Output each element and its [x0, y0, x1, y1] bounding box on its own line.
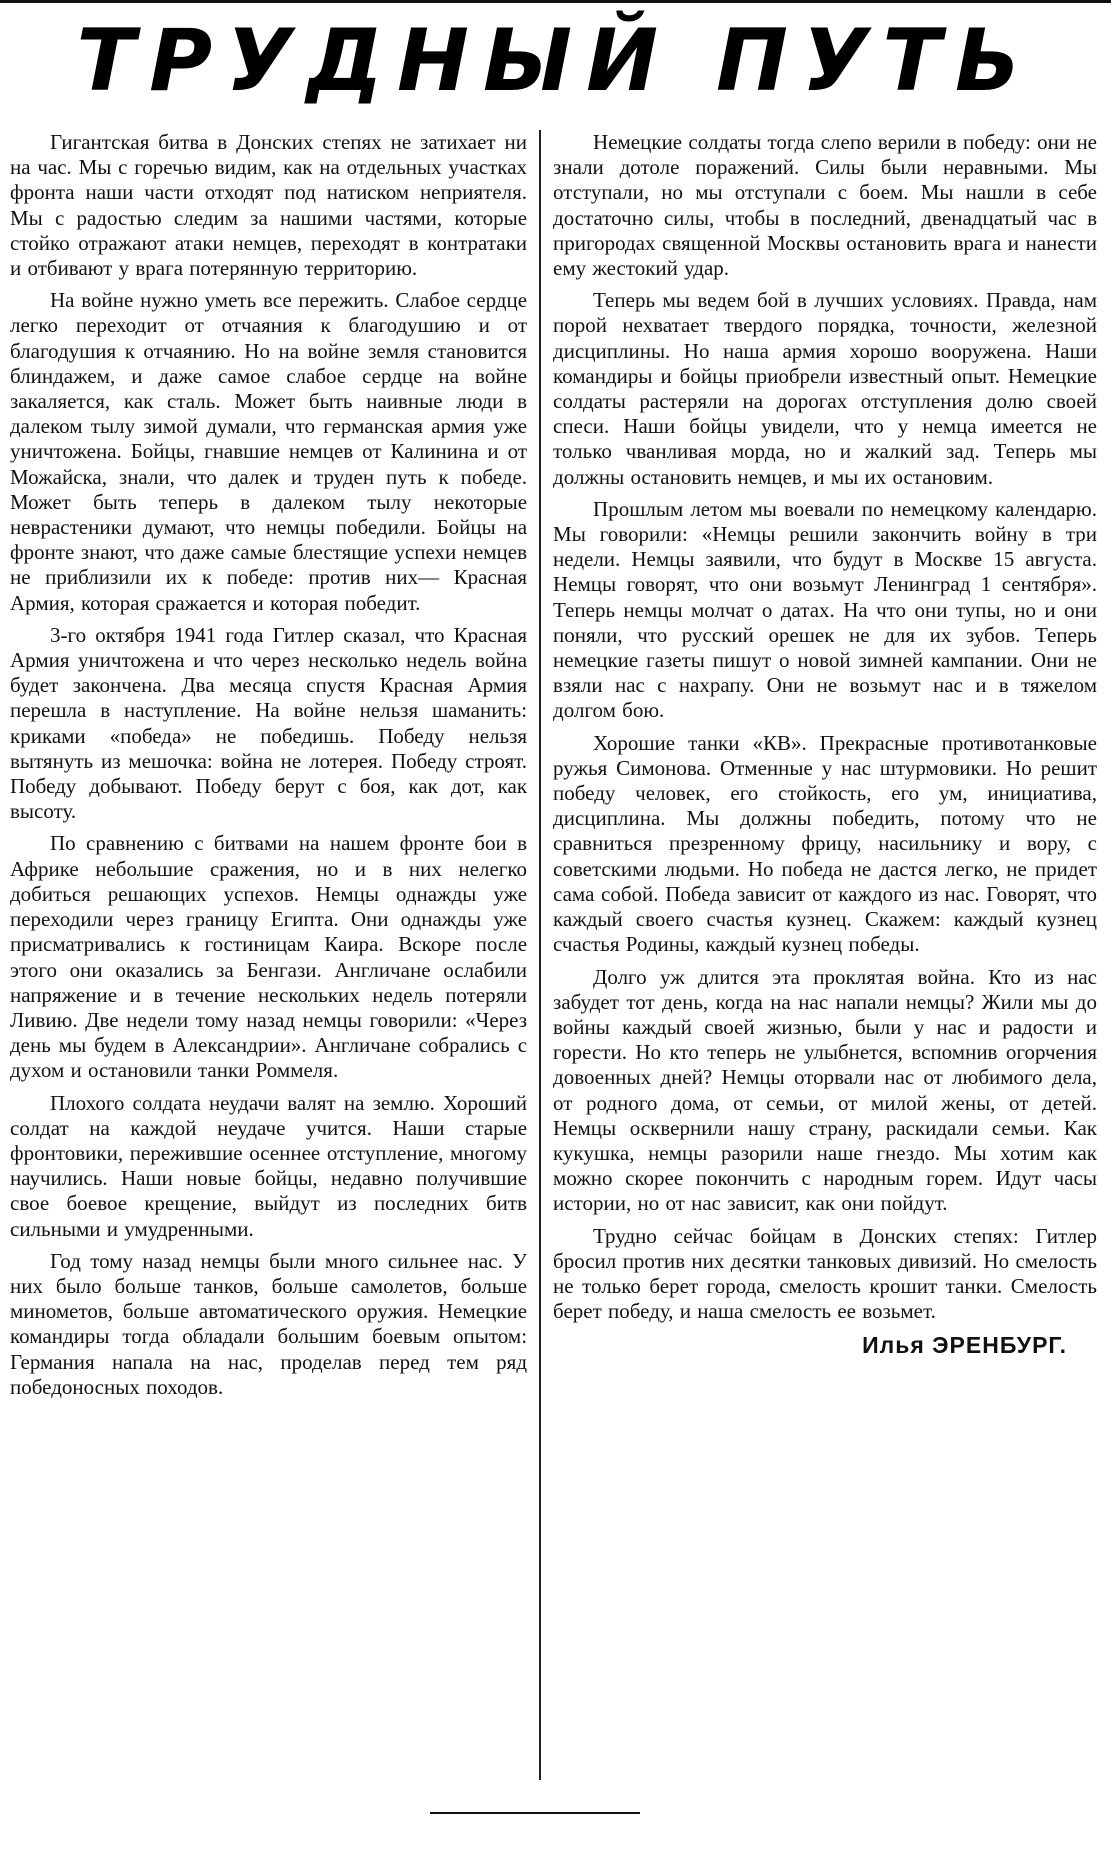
- paragraph: На войне нужно уметь все пережить. Слабое сердце легко переходит от отчаяния к благодушию и от благодушия к отчаянию. Но на войне земля становится блиндажем, и даже самое слабое сердце на войне закаляется, как сталь. Может быть наивные люди в далеком тылу зимой думали, что германская армия уже уничтожена. Бойцы, гнавшие немцев от Калинина и от Можайска, знали, что далек и труден путь к победе. Может быть теперь в далеком тылу некоторые неврастеники думают, что немцы победили. Бойцы на фронте знают, что даже самые блестящие успехи немцев не приблизили их к победе: против них— Красная Армия, которая сражается и которая победит.: [10, 288, 528, 615]
- author-signature: Илья ЭРЕНБУРГ.: [862, 1332, 1067, 1359]
- paragraph: Год тому назад немцы были много сильнее нас. У них было больше танков, больше самолетов, больше минометов, больше автоматического оружия. Немецкие командиры тогда обладали большим боевым опытом: Германия напала на нас, проделав перед тем ряд победоносных походов.: [10, 1248, 528, 1399]
- paragraph: Немецкие солдаты тогда слепо верили в победу: они не знали дотоле поражений. Силы были неравными. Мы отступали, но мы отступали с боем. Мы нашли в себе достаточно силы, чтобы в последний, двенадцатый час в пригородах священной Москвы остановить врага и нанести ему жестокий удар.: [553, 130, 1097, 281]
- paragraph: Хорошие танки «КВ». Прекрасные противотанковые ружья Симонова. Отменные у нас штурмовики. Но решит победу человек, его стойкость, его ум, инициатива, дисциплина. Мы должны победить, потому что не сравниться презренному фрицу, насильнику и вору, с советскими людьми. Но победа не дастся легко, не придет сама собой. Победа зависит от каждого из нас. Говорят, что каждый своего счастья кузнец. Скажем: каждый кузнец счастья Родины, каждый кузнец победы.: [553, 730, 1097, 957]
- paragraph: По сравнению с битвами на нашем фронте бои в Африке небольшие сражения, но и в них нелегко добиться решающих успехов. Немцы однажды уже переходили через границу Египта. Они однажды уже присматривались к гостиницам Каира. Вскоре после этого они оказались за Бенгази. Англичане ослабили напряжение и в течение нескольких недель потеряли Ливию. Две недели тому назад немцы говорили: «Через день мы будем в Александрии». Англичане собрались с духом и остановили танки Роммеля.: [10, 831, 528, 1083]
- paragraph: Долго уж длится эта проклятая война. Кто из нас забудет тот день, когда на нас напали немцы? Жили мы до войны каждый своей жизнью, были у нас и радости и горести. Но кто теперь не улыбнется, вспомнив огорчения довоенных дней? Немцы оторвали нас от любимого дела, от родного дома, от семьи, от милой жены, от детей. Немцы осквернили нашу страну, раскидали семьи. Как кукушка, немцы разорили наше гнездо. Мы хотим как можно скорее покончить с народным горем. Идут часы истории, но от нас зависит, как они пойдут.: [553, 964, 1097, 1216]
- paragraph: Прошлым летом мы воевали по немецкому календарю. Мы говорили: «Немцы решили закончить войну в три недели. Немцы заявили, что будут в Москве 15 августа. Немцы говорят, что они возьмут Ленинград 1 сентября». Теперь немцы молчат о датах. На что они тупы, но и они поняли, что русский орешек не для их зубов. Теперь немецкие газеты пишут о новой зимней кампании. Они не взяли нас с нахрапу. Они не возьмут нас и в тяжелом долгом бою.: [553, 496, 1097, 723]
- bottom-rule: [430, 1812, 640, 1814]
- paragraph: Трудно сейчас бойцам в Донских степях: Гитлер бросил против них десятки танковых дивизий. Но смелость не только берет города, смелость крошит танки. Смелость берет победу, и наша смелость ее возьмет.: [553, 1223, 1097, 1324]
- top-rule: [0, 0, 1111, 3]
- right-column: [541, 130, 1097, 1780]
- paragraph: Теперь мы ведем бой в лучших условиях. Правда, нам порой нехватает твердого порядка, точности, железной дисциплины. Но наша армия хорошо вооружена. Наши командиры и бойцы приобрели известный опыт. Немецкие солдаты растеряли на дорогах отступления долю своей спеси. Наши бойцы увидели, что у немца имеется не только чванливая морда, но и жалкий зад. Теперь мы должны остановить немцев, и мы их остановим.: [553, 288, 1097, 489]
- headline: ТРУДНЫЙ ПУТЬ: [76, 11, 1035, 111]
- paragraph: Гигантская битва в Донских степях не затихает ни на час. Мы с горечью видим, как на отдельных участках фронта наши части отходят под натиском неприятеля. Мы с радостью следим за нашими частями, которые стойко отражают атаки немцев, переходят в контратаки и отбивают у врага потерянную территорию.: [10, 130, 528, 281]
- paragraph: Плохого солдата неудачи валят на землю. Хороший солдат на каждой неудаче учится. Наши старые фронтовики, пережившие осеннее отступление, многому научились. Наши новые бойцы, недавно получившие свое боевое крещение, выйдут из последних битв сильными и умудренными.: [10, 1090, 528, 1241]
- article-columns: [10, 130, 1097, 1780]
- paragraph: 3-го октября 1941 года Гитлер сказал, что Красная Армия уничтожена и что через несколько недель война будет закончена. Два месяца спустя Красная Армия перешла в наступление. На войне нельзя шаманить: криками «победа» не победишь. Победу нельзя вытянуть из мешочка: война не лотерея. Победу строят. Победу добывают. Победу берут с боя, как дот, как высоту.: [10, 622, 528, 824]
- left-column: [10, 130, 539, 1780]
